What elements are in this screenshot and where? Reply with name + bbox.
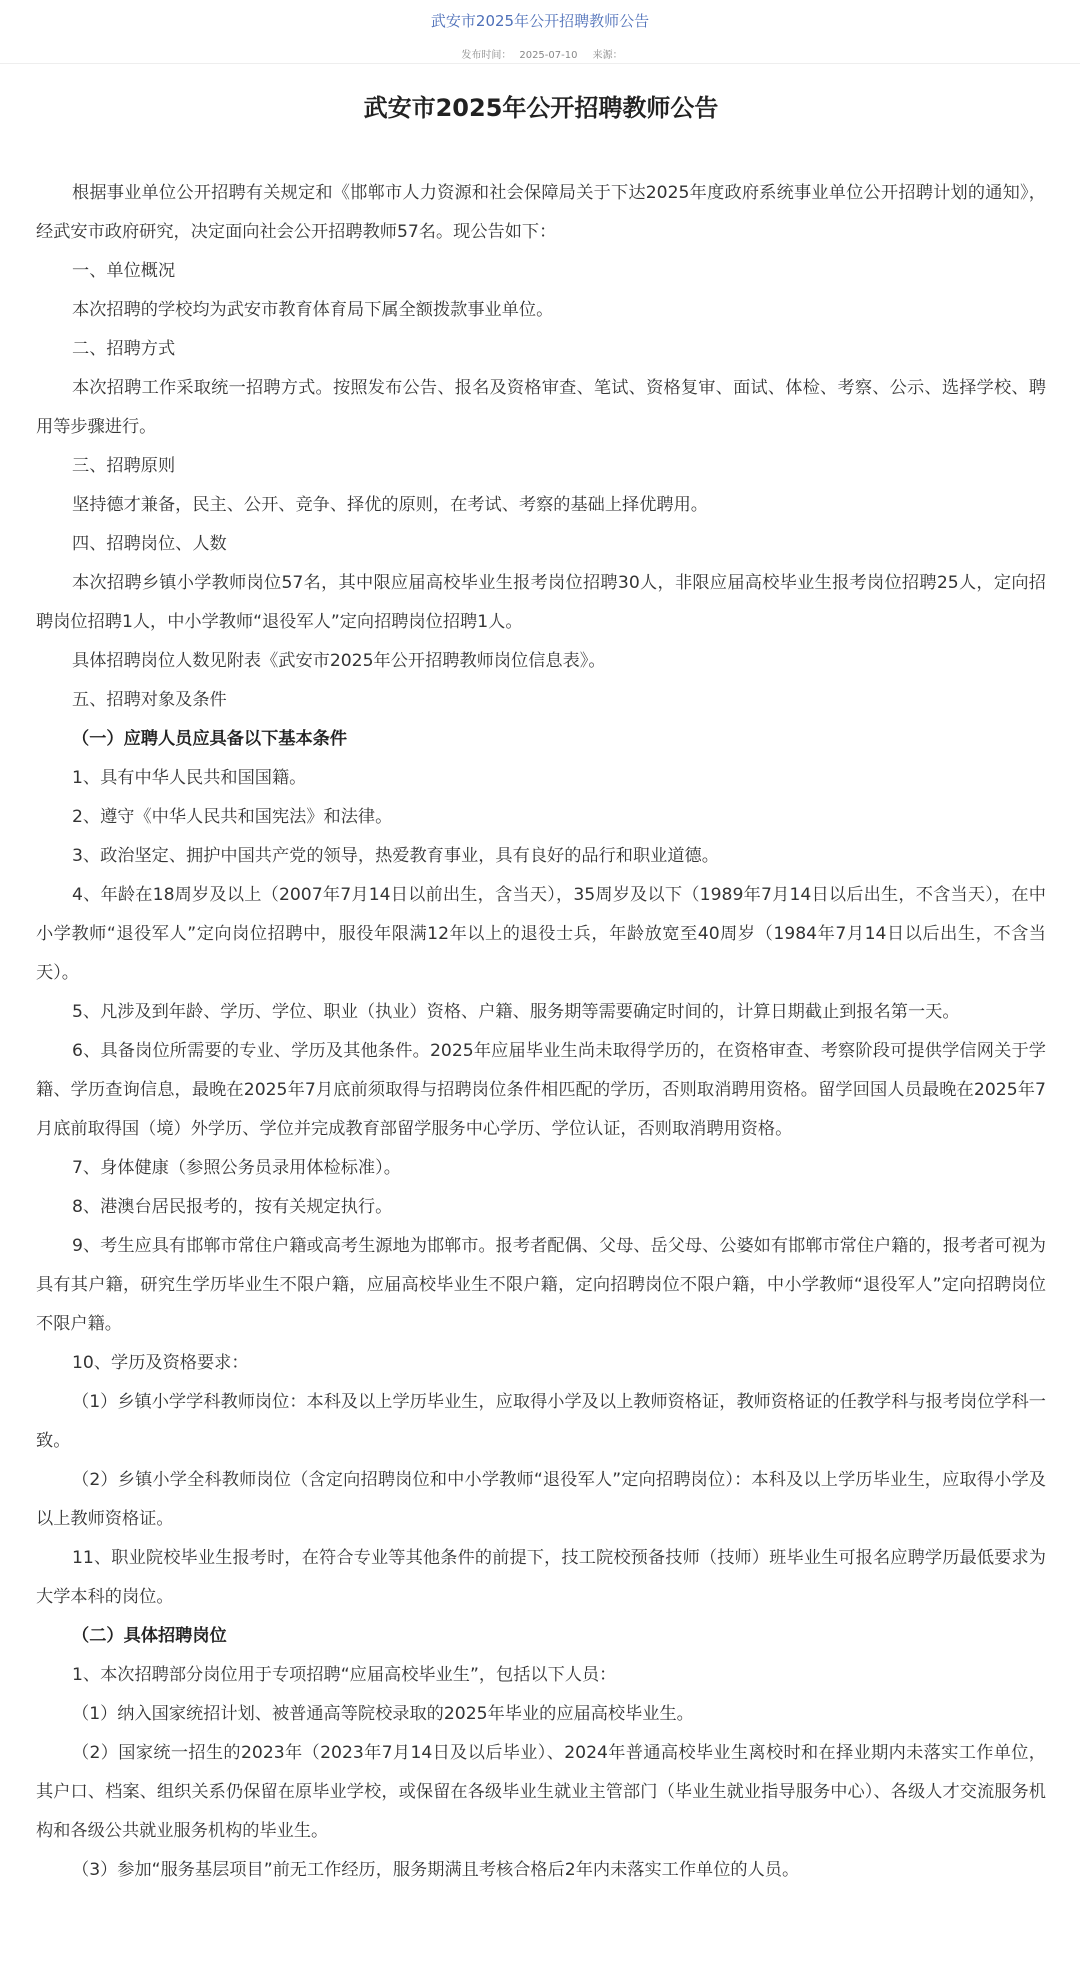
paragraph: 本次招聘工作采取统一招聘方式。按照发布公告、报名及资格审查、笔试、资格复审、面试、体检、考察、公示、选择学校、聘用等步骤进行。 <box>36 378 1046 437</box>
list-item: 3、政治坚定、拥护中国共产党的领导，热爱教育事业，具有良好的品行和职业道德。 <box>72 846 719 866</box>
list-item: 6、具备岗位所需要的专业、学历及其他条件。2025年应届毕业生尚未取得学历的，在资格审查、考察阶段可提供学信网关于学籍、学历查询信息，最晚在2025年7月底前须取得与招聘岗位条件相匹配的学历，否则取消聘用资格。留学回国人员最晚在2025年7月底前取得国（境）外学历、学位并完成教育部留学服务中心学历、学位认证，否则取消聘用资格。 <box>36 1041 1046 1139</box>
subsection-heading-1: （一）应聘人员应具备以下基本条件 <box>72 729 348 749</box>
list-subitem: （1）纳入国家统招计划、被普通高等院校录取的2025年毕业的应届高校毕业生。 <box>72 1704 694 1724</box>
article-title: 武安市2025年公开招聘教师公告 <box>363 94 719 122</box>
list-subitem: （2）乡镇小学全科教师岗位（含定向招聘岗位和中小学教师“退役军人”定向招聘岗位）：本科及以上学历毕业生，应取得小学及以上教师资格证。 <box>36 1470 1046 1529</box>
list-item: 1、具有中华人民共和国国籍。 <box>72 768 307 788</box>
list-subitem: （3）参加“服务基层项目”前无工作经历，服务期满且考核合格后2年内未落实工作单位的人员。 <box>72 1860 800 1880</box>
list-item: 10、学历及资格要求： <box>72 1353 249 1373</box>
publish-label <box>457 50 581 61</box>
paragraph: 本次招聘的学校均为武安市教育体育局下属全额拨款事业单位。 <box>72 300 554 320</box>
paragraph: 本次招聘乡镇小学教师岗位57名，其中限应届高校毕业生报考岗位招聘30人，非限应届高校毕业生报考岗位招聘25人，定向招聘岗位招聘1人，中小学教师“退役军人”定向招聘岗位招聘1人。 <box>36 573 1046 632</box>
list-item: 11、职业院校毕业生报考时，在符合专业等其他条件的前提下，技工院校预备技师（技师）班毕业生可报名应聘学历最低要求为大学本科的岗位。 <box>36 1548 1046 1607</box>
section-heading-3: 三、招聘原则 <box>72 456 176 476</box>
source-label: 来源： <box>592 50 623 61</box>
list-item: 7、身体健康（参照公务员录用体检标准）。 <box>72 1158 401 1178</box>
paragraph: 坚持德才兼备，民主、公开、竞争、择优的原则，在考试、考察的基础上择优聘用。 <box>72 495 708 515</box>
list-item: 4、年龄在18周岁及以上（2007年7月14日以前出生，含当天），35周岁及以下（1989年7月14日以后出生，不含当天），在中小学教师“退役军人”定向岗位招聘中，服役年限满12年以上的退役士兵，年龄放宽至40周岁（1984年7月14日以后出生，不含当天）。 <box>36 885 1046 983</box>
publish-time-label: 发布时间： <box>461 50 512 61</box>
paragraph: 具体招聘岗位人数见附表《武安市2025年公开招聘教师岗位信息表》。 <box>72 651 606 671</box>
article-body <box>36 88 1046 1880</box>
list-item: 1、本次招聘部分岗位用于专项招聘“应届高校毕业生”，包括以下人员： <box>72 1665 617 1685</box>
publish-meta <box>0 46 1080 61</box>
section-heading-1: 一、单位概况 <box>72 261 176 281</box>
publish-date: 2025-07-10 <box>519 50 578 61</box>
article-header-bar <box>0 0 1080 64</box>
list-item: 9、考生应具有邯郸市常住户籍或高考生源地为邯郸市。报考者配偶、父母、岳父母、公婆如有邯郸市常住户籍的，报考者可视为具有其户籍，研究生学历毕业生不限户籍，应届高校毕业生不限户籍，定向招聘岗位不限户籍，中小学教师“退役军人”定向招聘岗位不限户籍。 <box>36 1236 1046 1334</box>
list-subitem: （1）乡镇小学学科教师岗位：本科及以上学历毕业生，应取得小学及以上教师资格证，教师资格证的任教学科与报考岗位学科一致。 <box>36 1392 1046 1451</box>
list-item: 5、凡涉及到年龄、学历、学位、职业（执业）资格、户籍、服务期等需要确定时间的，计算日期截止到报名第一天。 <box>72 1002 960 1022</box>
section-heading-5: 五、招聘对象及条件 <box>72 690 227 710</box>
section-heading-2: 二、招聘方式 <box>72 339 176 359</box>
list-item: 2、遵守《中华人民共和国宪法》和法律。 <box>72 807 393 827</box>
article-content <box>36 174 1046 1890</box>
header-title[interactable]: 武安市2025年公开招聘教师公告 <box>430 12 650 30</box>
paragraph-intro: 根据事业单位公开招聘有关规定和《邯郸市人力资源和社会保障局关于下达2025年度政府系统事业单位公开招聘计划的通知》，经武安市政府研究，决定面向社会公开招聘教师57名。现公告如下： <box>36 183 1046 242</box>
section-heading-4: 四、招聘岗位、人数 <box>72 534 227 554</box>
list-item: 8、港澳台居民报考的，按有关规定执行。 <box>72 1197 393 1217</box>
subsection-heading-2: （二）具体招聘岗位 <box>72 1626 227 1646</box>
list-subitem: （2）国家统一招生的2023年（2023年7月14日及以后毕业）、2024年普通高校毕业生离校时和在择业期内未落实工作单位，其户口、档案、组织关系仍保留在原毕业学校，或保留在各级毕业生就业主管部门（毕业生就业指导服务中心）、各级人才交流服务机构和各级公共就业服务机构的毕业生。 <box>36 1743 1046 1841</box>
